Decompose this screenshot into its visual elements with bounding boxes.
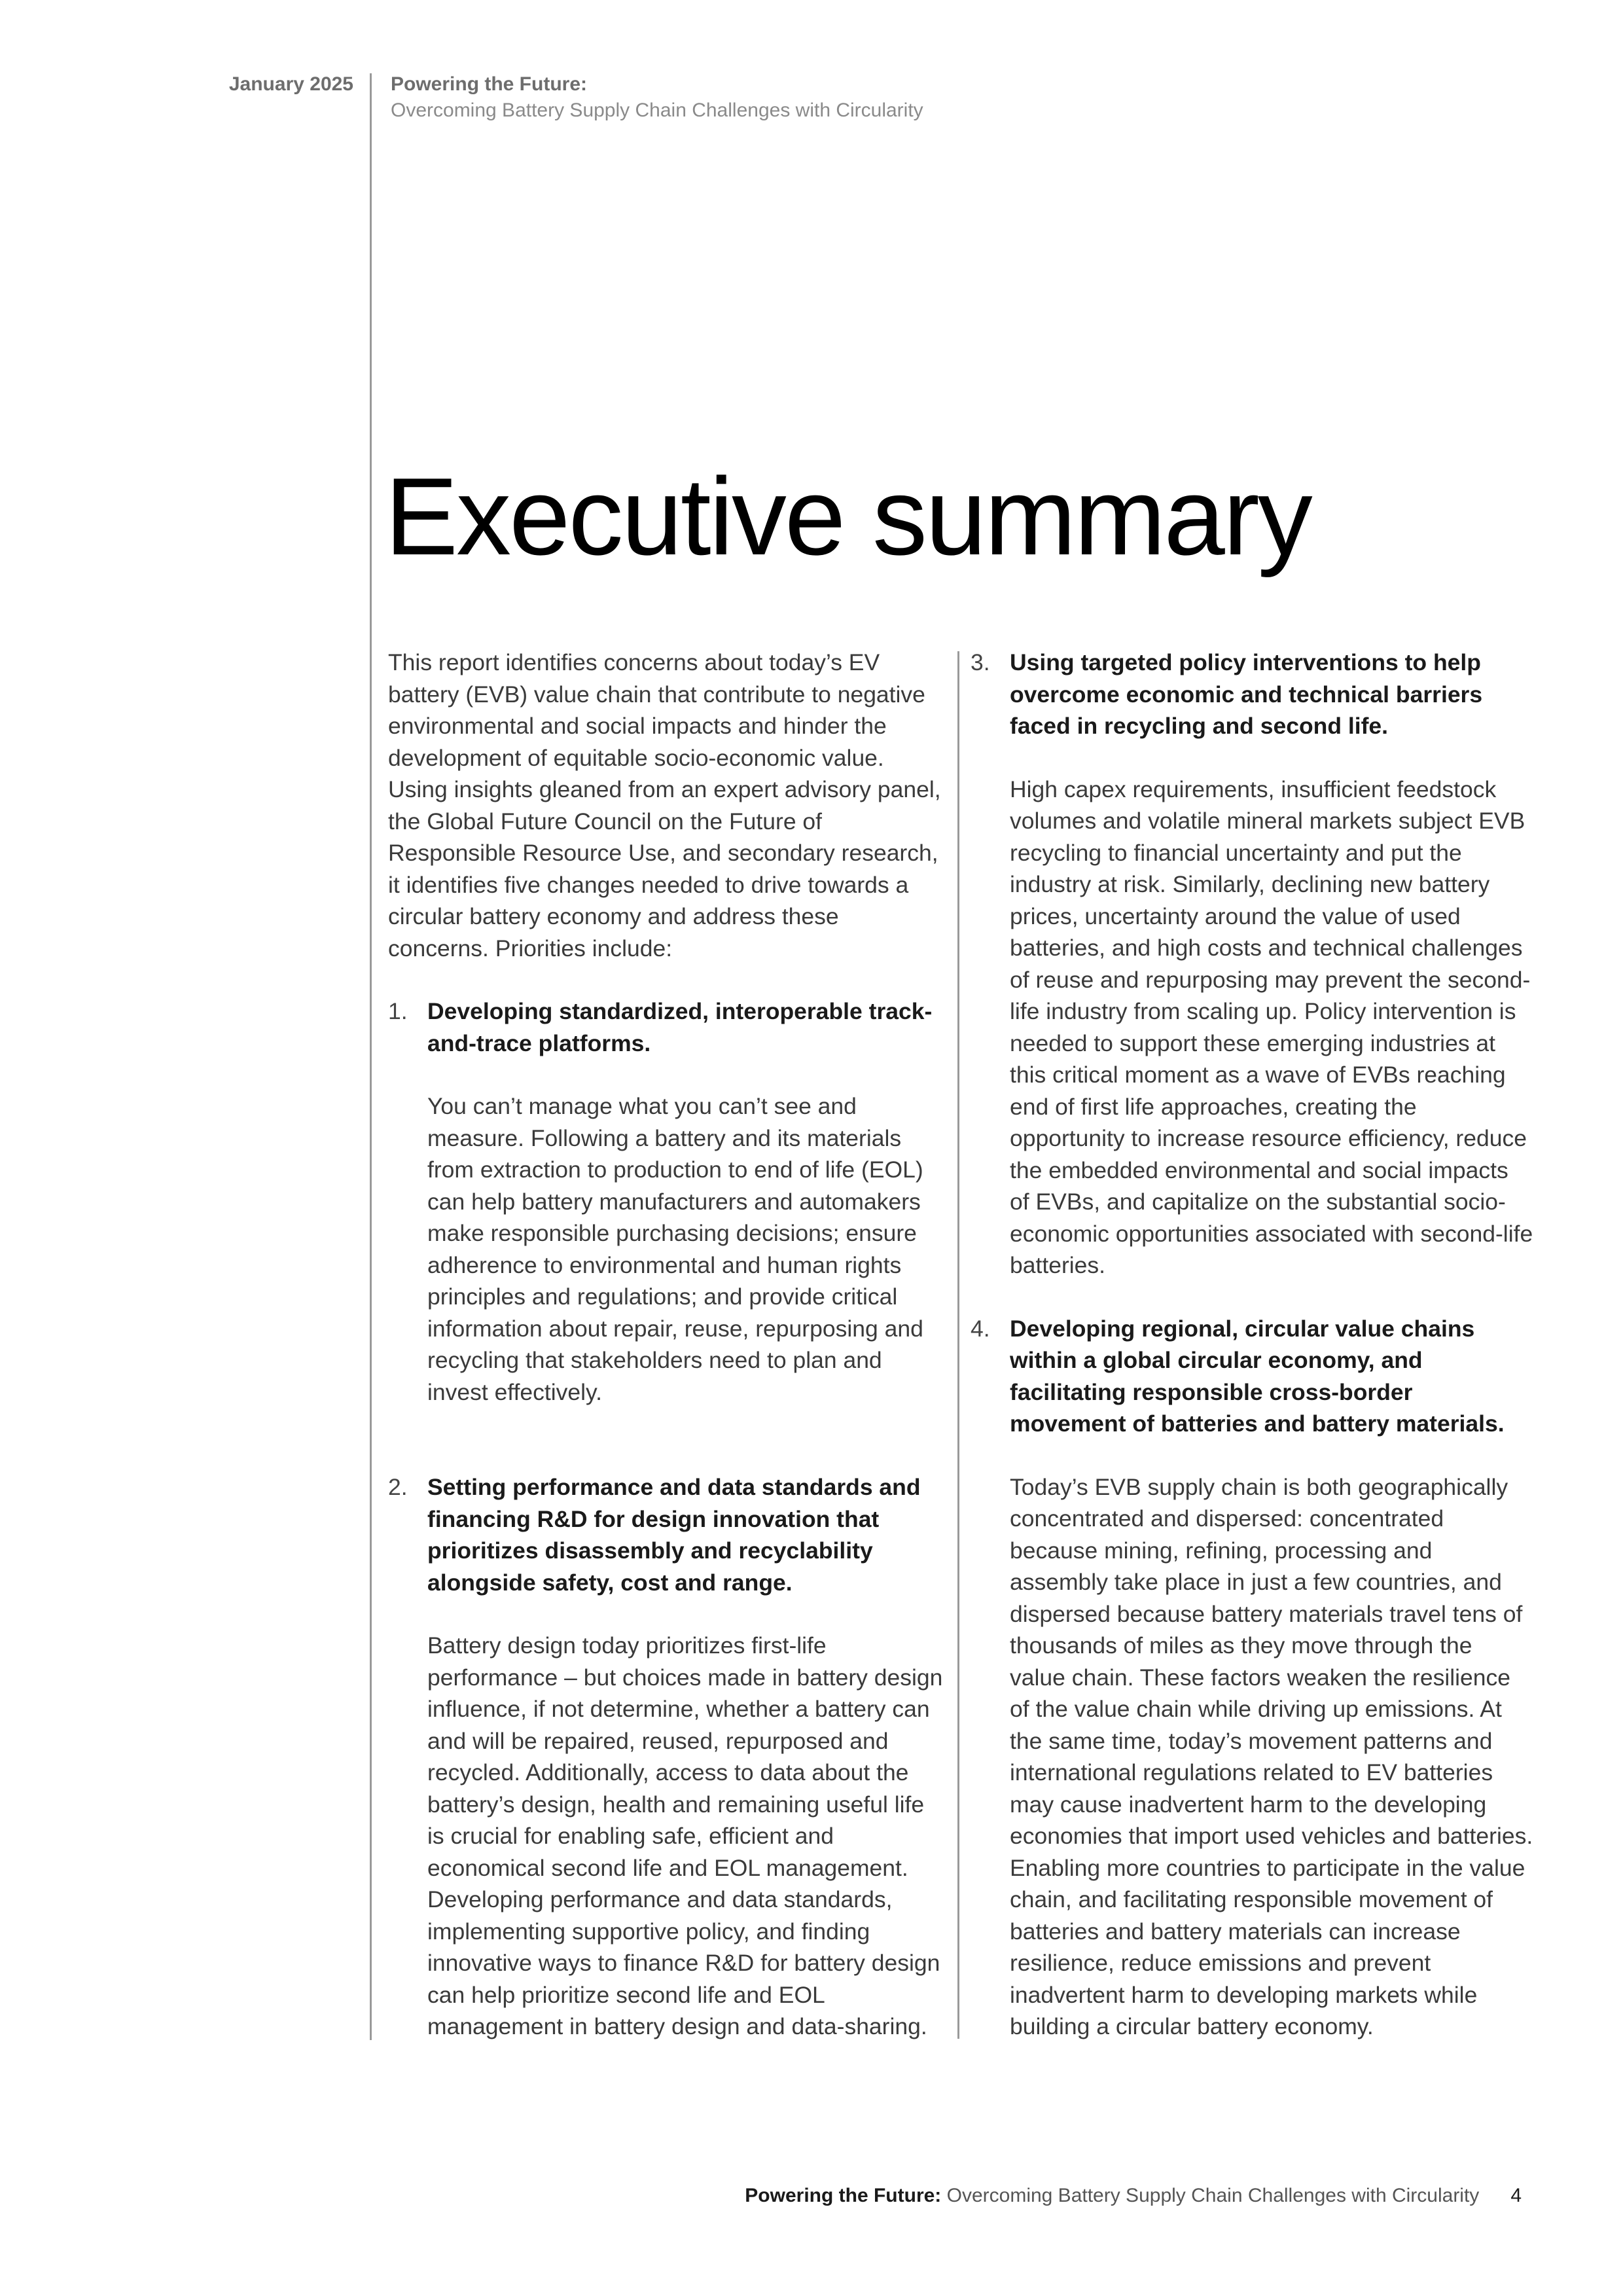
- footer-title-bold: Powering the Future:: [745, 2185, 942, 2206]
- header-date: January 2025: [228, 73, 353, 95]
- item-body: Today’s EVB supply chain is both geographically concentrated and dispersed: concentrated because mining, refining, processing and assembly take place in just a few countries, and dispersed because battery materials travel tens of thousands of miles as they move through the value chain. These factors weaken the resilience of the value chain while driving up emissions. At the same time, today’s movement patterns and international regulations related to EV batteries may cause inadvertent harm to the developing economies that import used vehicles and batteries. Enabling more countries to participate in the value chain, and facilitating responsible movement of batteries and battery materials can increase resilience, reduce emissions and prevent inadvertent harm to developing markets while building a circular battery economy.: [1010, 1473, 1533, 2039]
- right-column: [971, 647, 1533, 2043]
- item-body: High capex requirements, insufficient feedstock volumes and volatile mineral markets subject EVB recycling to financial uncertainty and put the industry at risk. Similarly, declining new battery prices, uncertainty around the value of used batteries, and high costs and technical challenges of reuse and repurposing may prevent the second-life industry from scaling up. Policy intervention is needed to support these emerging industries at this critical moment as a wave of EVBs reaching end of first life approaches, creating the opportunity to increase resource efficiency, reduce the embedded environmental and social impacts of EVBs, and capitalize on the substantial socio-economic opportunities associated with second-life batteries.: [1010, 776, 1533, 1278]
- item-number: 3.: [971, 649, 990, 675]
- item-heading: Developing standardized, interoperable track-and-trace platforms.: [427, 998, 933, 1056]
- column-divider: [957, 651, 959, 2039]
- header-subtitle: Overcoming Battery Supply Chain Challenges with Circularity: [391, 99, 923, 121]
- priority-item-3: [971, 647, 1533, 1282]
- item-heading: Developing regional, circular value chains within a global circular economy, and facilitating responsible cross-border movement of batteries and battery materials.: [1010, 1315, 1505, 1437]
- item-heading: Setting performance and data standards and financing R&D for design innovation that prioritizes disassembly and recyclability alongside safety, cost and range.: [427, 1474, 921, 1596]
- priority-item-1: [388, 996, 944, 1408]
- left-column: [388, 647, 944, 2043]
- header-title: Powering the Future:: [391, 73, 587, 95]
- intro-paragraph: This report identifies concerns about today’s EV battery (EVB) value chain that contribute to negative environmental and social impacts and hinder the development of equitable socio-economic value. Using insights gleaned from an expert advisory panel, the Global Future Council on the Future of Responsible Resource Use, and secondary research, it identifies five changes needed to drive towards a circular battery economy and address these concerns. Priorities include:: [388, 649, 941, 961]
- priority-item-2: [388, 1471, 944, 2043]
- item-body: You can’t manage what you can’t see and measure. Following a battery and its materials from extraction to production to end of life (EOL) can help battery manufacturers and automakers make responsible purchasing decisions; ensure adherence to environmental and human rights principles and regulations; and provide critical information about repair, reuse, repurposing and recycling that stakeholders need to plan and invest effectively.: [427, 1093, 923, 1405]
- page-footer: [745, 2185, 1522, 2207]
- page-number: 4: [1510, 2185, 1522, 2206]
- page-title: Executive summary: [385, 455, 1311, 578]
- item-body: Battery design today prioritizes first-life performance – but choices made in battery design influence, if not determine, whether a battery can and will be repaired, reused, repurposed and recycled. Additionally, access to data about the battery’s design, health and remaining useful life is crucial for enabling safe, efficient and economical second life and EOL management. Developing performance and data standards, implementing supportive policy, and finding innovative ways to finance R&D for battery design can help prioritize second life and EOL management in battery design and data-sharing.: [427, 1632, 943, 2039]
- item-number: 2.: [388, 1474, 408, 1500]
- footer-title-rest: Overcoming Battery Supply Chain Challenges with Circularity: [941, 2185, 1480, 2206]
- header-divider: [370, 73, 372, 2040]
- item-number: 4.: [971, 1315, 990, 1342]
- priority-item-4: [971, 1313, 1533, 2043]
- item-heading: Using targeted policy interventions to help overcome economic and technical barriers faced in recycling and second life.: [1010, 649, 1483, 739]
- item-number: 1.: [388, 998, 408, 1024]
